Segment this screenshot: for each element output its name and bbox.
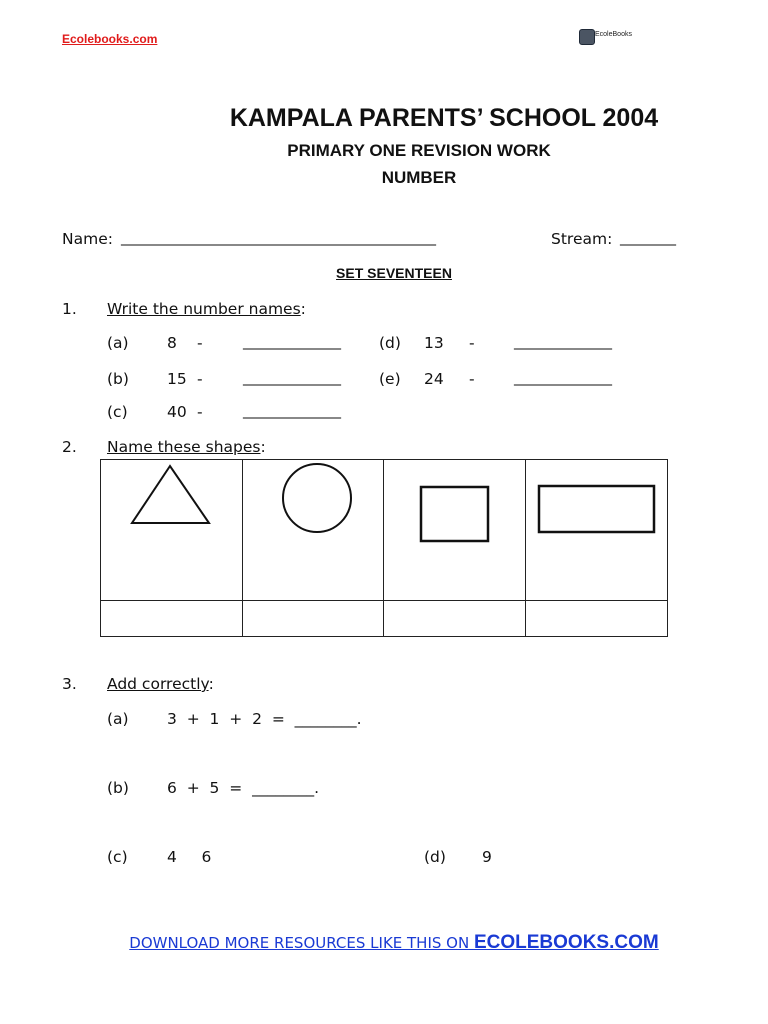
logo-text: EcoleBooks bbox=[595, 31, 632, 38]
q1-answer-blank[interactable]: ______________ bbox=[243, 370, 341, 386]
q3-colon: : bbox=[208, 675, 214, 693]
shape-cell bbox=[243, 460, 384, 601]
q1-item-label: (a) bbox=[107, 334, 129, 352]
shapes-table bbox=[100, 459, 668, 637]
q1-item-value: 40 bbox=[167, 403, 187, 421]
q1-instruction-text: Write the number names bbox=[107, 300, 301, 318]
square-icon bbox=[384, 460, 525, 596]
q1-item-label: (e) bbox=[379, 370, 401, 388]
q3-a-label: (a) bbox=[107, 710, 129, 728]
q2-colon: : bbox=[260, 438, 266, 456]
q1-item-dash: - bbox=[197, 334, 203, 352]
shape-cell bbox=[384, 460, 526, 601]
rectangle-icon bbox=[526, 460, 667, 596]
circle-icon bbox=[243, 460, 383, 596]
footer-download-link[interactable] bbox=[0, 932, 768, 954]
q1-item-dash: - bbox=[469, 370, 475, 388]
q3-instruction-text: Add correctly bbox=[107, 675, 209, 693]
q1-item-label: (b) bbox=[107, 370, 129, 388]
q1-item-dash: - bbox=[197, 370, 203, 388]
q1-answer-blank[interactable]: ______________ bbox=[243, 334, 341, 350]
q1-colon: : bbox=[300, 300, 306, 318]
q1-answer-blank[interactable]: ______________ bbox=[514, 334, 612, 350]
q3-c-expression: 4 6 bbox=[167, 848, 212, 866]
q2-instruction-text: Name these shapes bbox=[107, 438, 261, 456]
q1-number: 1. bbox=[62, 300, 77, 318]
ecolebooks-logo bbox=[579, 28, 631, 46]
q1-item-value: 15 bbox=[167, 370, 187, 388]
shape-answer-cell[interactable] bbox=[384, 601, 526, 637]
q1-answer-blank[interactable]: ______________ bbox=[514, 370, 612, 386]
shape-answer-cell[interactable] bbox=[101, 601, 243, 637]
q2-instruction bbox=[107, 438, 266, 456]
q2-number: 2. bbox=[62, 438, 77, 456]
q1-answer-blank[interactable]: ______________ bbox=[243, 403, 341, 419]
stream-field[interactable]: ________ bbox=[620, 230, 676, 246]
q1-instruction bbox=[107, 300, 306, 318]
page-title: KAMPALA PARENTS’ SCHOOL 2004 bbox=[229, 104, 659, 132]
q3-d-label: (d) bbox=[424, 848, 446, 866]
shape-cell bbox=[101, 460, 243, 601]
q1-item-label: (d) bbox=[379, 334, 401, 352]
q1-item-value: 13 bbox=[424, 334, 444, 352]
shape-answer-cell[interactable] bbox=[526, 601, 668, 637]
shape-answer-cell[interactable] bbox=[243, 601, 384, 637]
shape-cell bbox=[526, 460, 668, 601]
stream-label: Stream: bbox=[551, 230, 613, 248]
q3-b-label: (b) bbox=[107, 779, 129, 797]
q3-b-expression[interactable]: 6 + 5 = ________. bbox=[167, 779, 320, 797]
name-field[interactable]: _____________________________________________ bbox=[121, 230, 436, 246]
page-subtitle: PRIMARY ONE REVISION WORK bbox=[287, 141, 551, 160]
site-link[interactable]: Ecolebooks.com bbox=[62, 32, 158, 46]
q3-d-expression: 9 bbox=[482, 848, 492, 866]
q3-c-label: (c) bbox=[107, 848, 128, 866]
q1-item-value: 24 bbox=[424, 370, 444, 388]
book-icon bbox=[579, 29, 595, 45]
q3-a-expression[interactable]: 3 + 1 + 2 = ________. bbox=[167, 710, 362, 728]
q1-item-label: (c) bbox=[107, 403, 128, 421]
set-title: SET SEVENTEEN bbox=[336, 265, 452, 281]
name-label: Name: bbox=[62, 230, 113, 248]
q1-item-dash: - bbox=[469, 334, 475, 352]
footer-text: DOWNLOAD MORE RESOURCES LIKE THIS ON bbox=[129, 934, 474, 952]
triangle-icon bbox=[101, 460, 242, 596]
q3-number: 3. bbox=[62, 675, 77, 693]
q1-item-value: 8 bbox=[167, 334, 177, 352]
section-title: NUMBER bbox=[381, 168, 457, 187]
q3-instruction bbox=[107, 675, 214, 693]
footer-brand: ECOLEBOOKS.COM bbox=[473, 932, 659, 953]
q1-item-dash: - bbox=[197, 403, 203, 421]
